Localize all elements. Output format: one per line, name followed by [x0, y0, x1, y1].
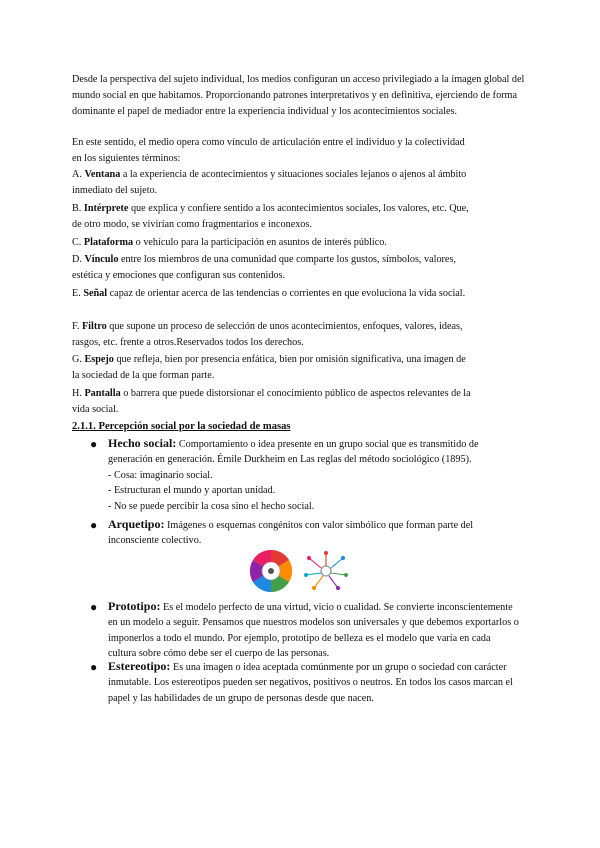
bullet-text: Comportamiento o idea presente en un grupo social que es transmitido de generación en generación. Émile Durkheim en Las reglas del método sociológico (1895). [108, 439, 479, 466]
term-text: que supone un proceso de selección de unos acontecimientos, enfoques, valores, ideas, rasgos, etc. frente a otros.Reservados todos los derechos. [72, 321, 463, 348]
term-text: entre los miembros de una comunidad que comparte los gustos, símbolos, valores, estética y emociones que configuran sus contenidos. [72, 254, 456, 281]
intro-paragraph-2: En este sentido, el medio opera como vínculo de articulación entre el individuo y la colectividad en los siguientes términos: [72, 137, 465, 164]
sub-item: - Cosa: imaginario social. [108, 469, 213, 481]
bullet-text: Es el modelo perfecto de una virtud, vicio o cualidad. Se convierte inconscientemente en un modelo a seguir. Pensamos que nuestros modelos son universales y que debemos exportarlos o imponerlos a todo el mundo. Por ejemplo, prototipo de belleza es el modelo que varía en cada cultura sobre cómo debe ser el cuerpo de las personas. [108, 602, 519, 660]
term-letter: H. [72, 388, 85, 399]
term-label: Vínculo [84, 254, 119, 265]
section-heading: 2.1.1. Percepción social por la sociedad de masas [72, 421, 291, 432]
term-label: Señal [83, 288, 108, 299]
bullet-arquetipo [108, 517, 520, 549]
term-letter: B. [72, 203, 84, 214]
bullet-glyph: ● [90, 660, 98, 674]
term-label: Intérprete [83, 203, 129, 214]
bullet-glyph: ● [90, 600, 98, 614]
bullet-term: Estereotipo: [108, 659, 171, 673]
term-letter: E. [72, 288, 84, 299]
archetype-figures-image [248, 548, 352, 594]
term-text: capaz de orientar acerca de las tendencias o corrientes en que evoluciona la vida social. [107, 288, 466, 299]
term-letter: D. [72, 254, 85, 265]
term-item-c [72, 235, 472, 251]
term-item-g [72, 352, 472, 384]
bullet-term: Hecho social: [108, 436, 177, 450]
bullet-term: Prototipo: [108, 599, 161, 613]
bullet-glyph: ● [90, 437, 98, 451]
sub-item: - Estructuran el mundo y aportan unidad. [108, 485, 276, 497]
term-text: que refleja, bien por presencia enfática, bien por omisión significativa, una imagen de la sociedad de la que forman parte. [72, 354, 466, 381]
intro-paragraph-1: Desde la perspectiva del sujeto individual, los medios configuran un acceso privilegiado a la imagen global del mundo social en que habitamos. Proporcionando patrones interpretativos y en definitiva, ejerciendo de forma dominante el papel de mediador entre la experiencia individual y los acontecimientos sociales. [72, 74, 525, 117]
term-item-f [72, 319, 472, 351]
term-text: a la experiencia de acontecimientos y situaciones sociales lejanos o ajenos al ámbito inmediato del sujeto. [72, 169, 467, 196]
bullet-text: Imágenes o esquemas congénitos con valor simbólico que forman parte del inconsciente colectivo. [108, 520, 474, 547]
bullet-term: Arquetipo: [108, 517, 165, 531]
bullet-prototipo [108, 599, 520, 662]
term-item-b [72, 201, 472, 233]
term-label: Pantalla [84, 388, 121, 399]
bullet-text: Es una imagen o idea aceptada comúnmente por un grupo o sociedad con carácter inmutable. Los estereotipos pueden ser negativos, positivos o neutros. En todos los casos marcan el papel y las habilidades de un grupo de personas desde que nacen. [108, 662, 513, 704]
term-item-h [72, 386, 472, 418]
sub-item: - No se puede percibir la cosa sino el hecho social. [108, 500, 315, 512]
term-item-a [72, 167, 472, 199]
term-label: Espejo [84, 354, 114, 365]
term-letter: C. [72, 237, 84, 248]
term-letter: A. [72, 169, 85, 180]
term-item-e [72, 286, 472, 302]
archetype-wheel-icon [250, 550, 292, 592]
term-letter: G. [72, 354, 85, 365]
term-item-d [72, 252, 472, 284]
bullet-hecho-social [108, 436, 520, 514]
archetype-chart-icon [304, 551, 348, 590]
term-label: Filtro [81, 321, 107, 332]
bullet-estereotipo [108, 659, 520, 706]
term-text: o barrera que puede distorsionar el conocimiento público de aspectos relevantes de la vida social. [72, 388, 471, 415]
bullet-glyph: ● [90, 518, 98, 532]
term-label: Plataforma [83, 237, 134, 248]
term-label: Ventana [84, 169, 121, 180]
term-letter: F. [72, 321, 82, 332]
term-text: que explica y confiere sentido a los acontecimientos sociales, los valores, etc. Que, de otro modo, se vivirían como fragmentarios e inconexos. [72, 203, 469, 230]
term-text: o vehículo para la participación en asuntos de interés público. [133, 237, 387, 248]
